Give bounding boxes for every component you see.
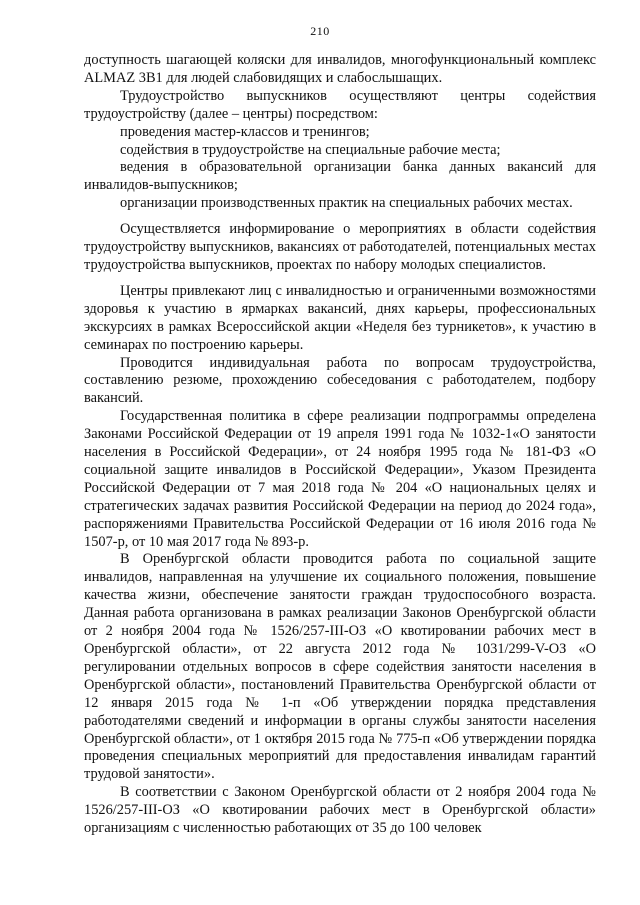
list-item: проведения мастер-классов и тренингов;	[120, 123, 370, 140]
paragraph: В Оренбургской области проводится работа по социальной защите инвалидов, направленная на улучшение их социального положения, повышение качества жизни, обеспечение занятости граждан трудоспособного возраста. Данная работа организована в рамках реализации Законов Оренбургской области от 2 ноября 2004 года № 1526/257-III-ОЗ «О квотировании рабочих мест в Оренбургской области», от 22 августа 2012 года № 1031/299-V-ОЗ «О регулировании отдельных вопросов в сфере содействия занятости населения в Оренбургской области», постановлений Правительства Оренбургской области от 12 января 2015 года № 1-п «Об утверждении порядка представления работодателями сведений и информации в органы службы занятости населения Оренбургской области», от 1 октября 2015 года № 775-п «Об утверждении порядка проведения специальных мероприятий для предоставления инвалидам гарантий трудовой занятости».	[84, 551, 596, 783]
list-item: ведения в образовательной организации банка данных вакансий для инвалидов-выпускников;	[84, 159, 596, 194]
document-body	[84, 52, 596, 838]
paragraph: Трудоустройство выпускников осуществляют центры содействия трудоустройству (далее – центры) посредством:	[84, 87, 596, 122]
paragraph: Центры привлекают лиц с инвалидностью и ограниченными возможностями здоровья к участию в ярмарках вакансий, днях карьеры, профессиональных экскурсиях в рамках Всероссийской акции «Неделя без турникетов», к участию в семинарах по построению карьеры.	[84, 282, 596, 353]
paragraph-continuation: доступность шагающей коляски для инвалидов, многофункциональный комплекс ALMAZ 3B1 для людей слабовидящих и слабослышащих.	[84, 52, 596, 86]
paragraph: Государственная политика в сфере реализации подпрограммы определена Законами Российской Федерации от 19 апреля 1991 года № 1032-1«О занятости населения в Российской Федерации», от 24 ноября 1995 года № 181-ФЗ «О социальной защите инвалидов в Российской Федерации», Указом Президента Российской Федерации от 7 мая 2018 года № 204 «О национальных целях и стратегических задачах развития Российской Федерации на период до 2024 года», распоряжениями Правительства Российской Федерации от 16 июля 2016 года № 1507-р, от 10 мая 2017 года № 893-р.	[84, 408, 596, 550]
paragraph: В соответствии с Законом Оренбургской области от 2 ноября 2004 года № 1526/257-III-ОЗ «О квотировании рабочих мест в Оренбургской области» организациям с численностью работающих от 35 до 100 человек	[84, 784, 596, 837]
paragraph: Осуществляется информирование о мероприятиях в области содействия трудоустройству выпускников, вакансиях от работодателей, потенциальных местах трудоустройства выпускников, проектах по набору молодых специалистов.	[84, 221, 596, 273]
list-item: организации производственных практик на специальных рабочих местах.	[120, 195, 573, 212]
list-item: содействия в трудоустройстве на специальные рабочие места;	[120, 141, 501, 158]
page-number: 210	[310, 24, 330, 38]
paragraph: Проводится индивидуальная работа по вопросам трудоустройства, составлению резюме, прохождению собеседования с работодателем, подбору вакансий.	[84, 354, 596, 407]
